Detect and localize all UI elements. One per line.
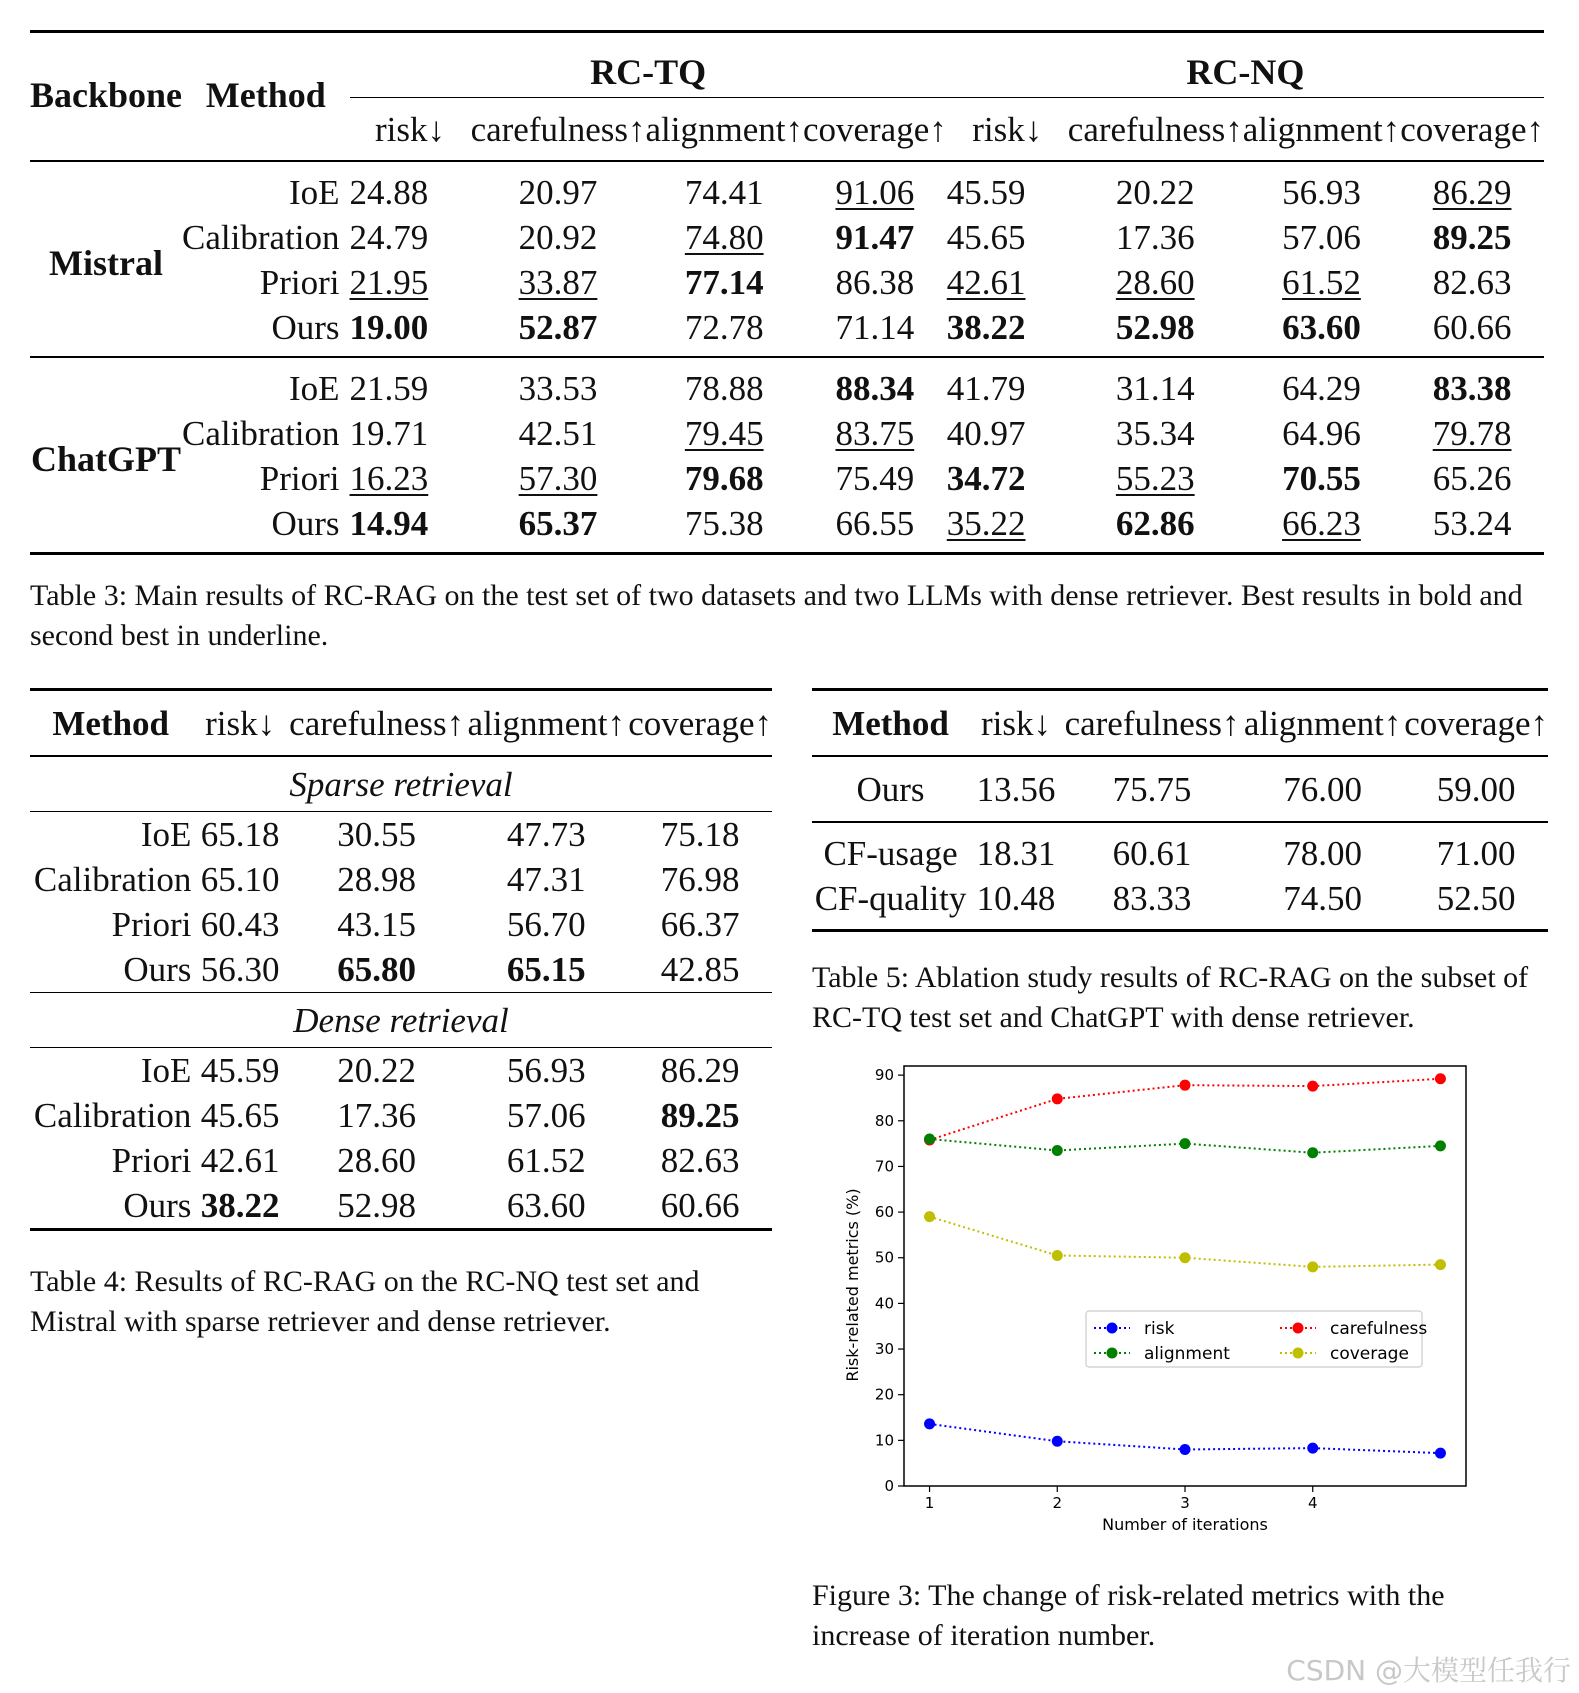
table-row: [812, 822, 1548, 876]
value-cell: 75.38: [684, 504, 764, 543]
value-cell: 66.55: [835, 504, 915, 543]
metric-header: carefulness↑: [289, 690, 465, 757]
value-cell: 79.78: [1432, 414, 1512, 453]
table-4: [30, 688, 772, 1231]
section-title: Sparse retrieval: [30, 756, 772, 812]
y-tick-label: 10: [874, 1431, 894, 1450]
value-cell: 71.14: [835, 308, 915, 347]
value-cell: 57.06: [1282, 218, 1361, 257]
value-cell: 77.14: [684, 263, 764, 302]
method-cell: Ours: [271, 308, 340, 347]
value-cell: 78.88: [645, 357, 802, 411]
data-point-alignment: [1307, 1147, 1318, 1158]
data-point-coverage: [1052, 1250, 1063, 1261]
value-cell: 89.25: [1432, 218, 1512, 257]
table-row: [30, 857, 772, 902]
value-cell: 20.97: [471, 161, 646, 215]
metric-header: alignment↑: [1242, 109, 1401, 149]
data-point-carefulness: [1052, 1093, 1063, 1104]
table-row: [30, 1183, 772, 1230]
table-4-caption: Table 4: Results of RC-RAG on the RC-NQ test set and Mistral with sparse retriever and dense retriever.: [30, 1265, 700, 1338]
x-tick-label: 2: [1052, 1494, 1063, 1512]
value-cell: 66.23: [1282, 504, 1361, 543]
value-cell: 75.49: [835, 459, 915, 498]
value-cell: 17.36: [337, 1096, 416, 1135]
value-cell: 19.71: [349, 414, 429, 453]
value-cell: 62.86: [1115, 504, 1195, 543]
value-cell: 43.15: [337, 905, 416, 944]
value-cell: 56.93: [1243, 161, 1400, 215]
table-row: [812, 876, 1548, 931]
section-title-row: [30, 756, 772, 812]
value-cell: 71.00: [1436, 834, 1516, 873]
value-cell: 17.36: [1115, 218, 1195, 257]
metric-header: coverage↑: [1400, 109, 1544, 149]
value-cell: 42.61: [200, 1141, 280, 1180]
value-cell: 61.52: [1282, 263, 1361, 302]
data-point-coverage: [924, 1211, 935, 1222]
method-cell: IoE: [140, 1051, 192, 1090]
value-cell: 56.30: [200, 950, 280, 989]
value-cell: 63.60: [1282, 308, 1361, 347]
data-point-risk: [1435, 1448, 1446, 1459]
data-point-coverage: [1435, 1259, 1446, 1270]
value-cell: 91.47: [835, 218, 915, 257]
metric-header: carefulness↑: [470, 109, 646, 149]
x-tick-label: 4: [1307, 1494, 1318, 1512]
value-cell: 52.87: [518, 308, 598, 347]
section-title-row: [30, 993, 772, 1048]
method-cell: CF-usage: [823, 834, 958, 873]
legend-label: alignment: [1144, 1344, 1230, 1364]
value-cell: 57.06: [506, 1096, 586, 1135]
value-cell: 24.88: [350, 161, 471, 215]
value-cell: 75.18: [660, 815, 740, 854]
data-point-alignment: [1435, 1140, 1446, 1151]
table-row: [30, 1093, 772, 1138]
data-point-alignment: [1180, 1138, 1191, 1149]
y-tick-label: 20: [874, 1385, 894, 1404]
value-cell: 28.98: [337, 860, 416, 899]
value-cell: 45.59: [200, 1051, 280, 1090]
table-row: [812, 756, 1548, 822]
value-cell: 60.61: [1112, 834, 1192, 873]
value-cell: 65.80: [337, 950, 416, 989]
data-point-coverage: [1180, 1252, 1191, 1263]
value-cell: 61.52: [506, 1141, 586, 1180]
data-point-risk: [924, 1418, 935, 1429]
x-tick-label: 1: [924, 1494, 935, 1512]
value-cell: 60.43: [200, 905, 280, 944]
value-cell: 38.22: [200, 1186, 280, 1225]
y-tick-label: 50: [874, 1248, 894, 1267]
value-cell: 65.26: [1432, 459, 1512, 498]
y-tick-label: 60: [874, 1203, 894, 1222]
value-cell: 16.23: [349, 459, 429, 498]
backbone-header: Backbone: [30, 75, 183, 115]
table-5: [812, 688, 1548, 932]
metric-header: alignment↑: [645, 109, 803, 149]
value-cell: 10.48: [976, 879, 1056, 918]
metric-header: risk↓: [972, 109, 1043, 149]
value-cell: 21.59: [350, 357, 471, 411]
method-cell: Priori: [259, 459, 340, 498]
x-tick-label: 3: [1180, 1494, 1190, 1512]
value-cell: 42.51: [518, 414, 598, 453]
value-cell: 74.80: [684, 218, 764, 257]
value-cell: 74.50: [1283, 879, 1363, 918]
value-cell: 14.94: [349, 504, 429, 543]
value-cell: 79.45: [684, 414, 764, 453]
table-5-caption: Table 5: Ablation study results of RC-RAG on the subset of RC-TQ test set and ChatGPT with dense retriever.: [812, 961, 1529, 1034]
value-cell: 91.06: [803, 161, 947, 215]
method-cell: Ours: [123, 950, 192, 989]
value-cell: 60.66: [660, 1186, 740, 1225]
y-tick-label: 40: [874, 1294, 894, 1313]
table-row: [30, 812, 772, 858]
value-cell: 70.55: [1282, 459, 1361, 498]
value-cell: 64.96: [1282, 414, 1361, 453]
data-point-carefulness: [1307, 1081, 1318, 1092]
value-cell: 65.10: [200, 860, 280, 899]
method-cell: Priori: [259, 263, 340, 302]
data-point-alignment: [1052, 1145, 1063, 1156]
value-cell: 59.00: [1404, 756, 1548, 822]
value-cell: 35.34: [1115, 414, 1195, 453]
table-3: [30, 30, 1544, 555]
value-cell: 20.92: [518, 218, 598, 257]
data-point-carefulness: [1435, 1073, 1446, 1084]
value-cell: 53.24: [1432, 504, 1512, 543]
y-tick-label: 90: [874, 1066, 894, 1085]
table-3-caption: Table 3: Main results of RC-RAG on the test set of two datasets and two LLMs with dense retriever. Best results in bold and second best in underline.: [30, 579, 1523, 652]
metric-header: coverage↑: [628, 690, 772, 757]
method-cell: Ours: [812, 756, 969, 822]
value-cell: 79.68: [684, 459, 764, 498]
value-cell: 20.22: [337, 1051, 416, 1090]
value-cell: 82.63: [1432, 263, 1512, 302]
metric-header: alignment↑: [464, 690, 628, 757]
plot-frame: [904, 1066, 1466, 1486]
value-cell: 86.38: [835, 263, 915, 302]
legend-label: coverage: [1330, 1344, 1409, 1364]
value-cell: 63.60: [506, 1186, 586, 1225]
y-tick-label: 70: [874, 1157, 894, 1176]
table-row: [30, 357, 1544, 411]
table-row: [30, 456, 1544, 501]
value-cell: 47.73: [506, 815, 586, 854]
value-cell: 65.15: [506, 950, 586, 989]
data-point-risk: [1307, 1443, 1318, 1454]
value-cell: 42.85: [660, 950, 740, 989]
value-cell: 65.37: [518, 504, 598, 543]
watermark: CSDN @大模型任我行: [1286, 1654, 1571, 1687]
metric-header: carefulness↑: [1067, 109, 1243, 149]
value-cell: 41.79: [947, 357, 1068, 411]
data-point-coverage: [1307, 1261, 1318, 1272]
data-point-alignment: [924, 1134, 935, 1145]
y-tick-label: 80: [874, 1111, 894, 1130]
value-cell: 45.59: [947, 161, 1068, 215]
data-point-carefulness: [1180, 1080, 1191, 1091]
value-cell: 45.65: [946, 218, 1026, 257]
y-tick-label: 0: [884, 1477, 894, 1495]
method-cell: Priori: [111, 905, 192, 944]
backbone-label: Mistral: [30, 161, 182, 357]
value-cell: 75.75: [1063, 756, 1241, 822]
value-cell: 86.29: [660, 1051, 740, 1090]
legend-swatch-marker: [1107, 1348, 1118, 1359]
table-row: [30, 260, 1544, 305]
method-cell: CF-quality: [814, 879, 967, 918]
value-cell: 18.31: [976, 834, 1056, 873]
method-cell: Calibration: [182, 218, 340, 257]
value-cell: 28.60: [1115, 263, 1195, 302]
method-header: Method: [205, 75, 326, 115]
figure-3-chart: [838, 1040, 1474, 1540]
value-cell: 82.63: [660, 1141, 740, 1180]
value-cell: 47.31: [506, 860, 586, 899]
metric-header: coverage↑: [1404, 690, 1548, 757]
metric-header: risk↓: [969, 690, 1063, 757]
method-header: Method: [30, 690, 191, 757]
value-cell: 76.00: [1241, 756, 1404, 822]
value-cell: 33.87: [518, 263, 598, 302]
y-tick-label: 30: [874, 1340, 894, 1359]
value-cell: 56.93: [506, 1051, 586, 1090]
method-cell: Calibration: [33, 860, 192, 899]
value-cell: 66.37: [660, 905, 740, 944]
legend-label: risk: [1144, 1319, 1175, 1339]
value-cell: 60.66: [1432, 308, 1512, 347]
value-cell: 88.34: [803, 357, 947, 411]
value-cell: 34.72: [946, 459, 1026, 498]
metric-header: risk↓: [375, 109, 446, 149]
method-header: Method: [812, 690, 969, 757]
legend-swatch-marker: [1293, 1323, 1304, 1334]
table-row: [30, 947, 772, 993]
metric-header: coverage↑: [802, 109, 947, 149]
value-cell: 13.56: [969, 756, 1063, 822]
value-cell: 52.50: [1436, 879, 1516, 918]
value-cell: 76.98: [660, 860, 740, 899]
value-cell: 65.18: [200, 815, 280, 854]
value-cell: 35.22: [946, 504, 1026, 543]
value-cell: 83.75: [835, 414, 915, 453]
table-row: [30, 161, 1544, 215]
value-cell: 78.00: [1283, 834, 1363, 873]
method-cell: IoE: [182, 357, 349, 411]
data-point-risk: [1052, 1436, 1063, 1447]
method-cell: Priori: [111, 1141, 192, 1180]
value-cell: 21.95: [349, 263, 429, 302]
value-cell: 74.41: [645, 161, 802, 215]
value-cell: 83.38: [1400, 357, 1544, 411]
table-row: [30, 1048, 772, 1094]
metric-header: alignment↑: [1241, 690, 1404, 757]
y-axis-label: Risk-related metrics (%): [843, 1188, 862, 1382]
value-cell: 52.98: [337, 1186, 416, 1225]
table-row: [30, 305, 1544, 357]
value-cell: 42.61: [946, 263, 1026, 302]
value-cell: 19.00: [349, 308, 429, 347]
value-cell: 30.55: [337, 815, 416, 854]
value-cell: 83.33: [1112, 879, 1192, 918]
metric-header: risk↓: [191, 690, 288, 757]
method-cell: Ours: [271, 504, 340, 543]
value-cell: 33.53: [471, 357, 646, 411]
value-cell: 28.60: [337, 1141, 416, 1180]
value-cell: 86.29: [1400, 161, 1544, 215]
method-cell: Calibration: [182, 414, 340, 453]
rc-nq-header: RC-NQ: [947, 32, 1544, 98]
rc-tq-header: RC-TQ: [350, 32, 947, 98]
figure-3-caption: Figure 3: The change of risk-related metrics with the increase of iteration number.: [812, 1579, 1445, 1652]
metric-header: carefulness↑: [1063, 690, 1241, 757]
value-cell: 40.97: [946, 414, 1026, 453]
table-row: [30, 902, 772, 947]
value-cell: 38.22: [946, 308, 1026, 347]
value-cell: 55.23: [1115, 459, 1195, 498]
legend-swatch-marker: [1107, 1323, 1118, 1334]
section-title: Dense retrieval: [30, 993, 772, 1048]
data-point-risk: [1180, 1444, 1191, 1455]
table-row: [30, 411, 1544, 456]
x-axis-label: Number of iterations: [1102, 1515, 1268, 1534]
value-cell: 24.79: [349, 218, 429, 257]
value-cell: 31.14: [1068, 357, 1243, 411]
value-cell: 89.25: [660, 1096, 740, 1135]
method-cell: IoE: [182, 161, 349, 215]
value-cell: 20.22: [1068, 161, 1243, 215]
method-cell: IoE: [140, 815, 192, 854]
value-cell: 45.65: [200, 1096, 280, 1135]
table-row: [30, 215, 1544, 260]
value-cell: 52.98: [1115, 308, 1195, 347]
backbone-label: ChatGPT: [30, 357, 182, 554]
table-row: [30, 1138, 772, 1183]
value-cell: 64.29: [1243, 357, 1400, 411]
method-cell: Ours: [123, 1186, 192, 1225]
value-cell: 57.30: [518, 459, 598, 498]
value-cell: 72.78: [684, 308, 764, 347]
legend-label: carefulness: [1330, 1319, 1428, 1339]
value-cell: 56.70: [506, 905, 586, 944]
method-cell: Calibration: [33, 1096, 192, 1135]
table-row: [30, 501, 1544, 554]
legend-swatch-marker: [1293, 1348, 1304, 1359]
